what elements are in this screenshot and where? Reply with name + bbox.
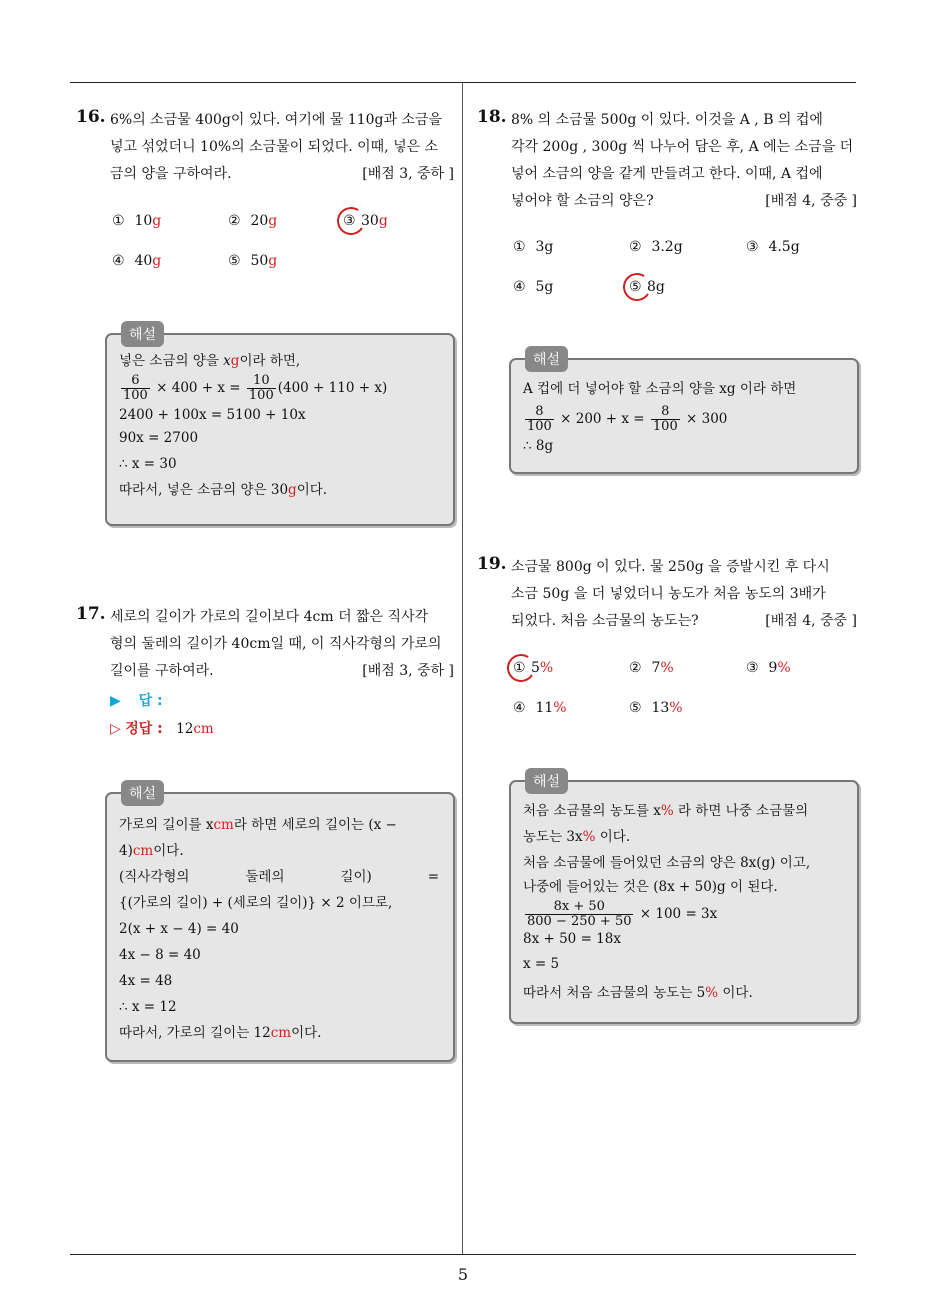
solution-line: 따라서, 넣은 소금의 양은 30g이다. [119,482,328,498]
solution-line: 넣은 소금의 양을 xg이라 하면, [119,353,301,369]
solution-line: 8x + 50 = 18x [523,931,621,947]
correct-answer-line [110,718,214,738]
points-label: [배점 4, 중중 ] [765,193,857,209]
question-line: 금의 양을 구하여라. [110,166,232,182]
question-number: 16. [76,107,106,127]
choice-2[interactable]: ② 3.2g [629,239,683,255]
solution-line: 가로의 길이를 xcm라 하면 세로의 길이는 (x − [119,817,397,833]
solution-box [509,774,859,1024]
choice-5[interactable]: ⑤ 8g [629,279,665,295]
choice-4[interactable]: ④ 5g [513,279,554,295]
solution-line: 4x = 48 [119,973,173,989]
solution-tag: 해설 [121,321,164,347]
solution-tag: 해설 [525,346,568,372]
question-16 [76,107,454,197]
points-label: [배점 4, 중중 ] [765,613,857,629]
question-17 [76,604,454,688]
fraction: $\frac{8}{100}$ [527,404,552,434]
choice-3[interactable]: ③ 4.5g [746,239,800,255]
question-line: 길이를 구하여라. [110,663,214,679]
question-line: 형의 둘레의 길이가 40cm일 때, 이 직사각형의 가로의 [110,636,442,652]
question-line: 되었다. 처음 소금물의 농도는? [511,613,699,629]
solution-line: 따라서, 가로의 길이는 12cm이다. [119,1025,322,1041]
solution-line: 4x − 8 = 40 [119,947,201,963]
page-number: 5 [457,1265,469,1284]
solution-line: 처음 소금물의 농도를 x% 라 하면 나중 소금물의 [523,803,809,819]
solution-box [509,352,859,474]
choice-5[interactable]: ⑤ 50g [228,253,278,269]
fraction: $\frac{6}{100}$ [123,373,148,403]
answer-circle-mark [334,204,367,237]
solution-line: 2(x + x − 4) = 40 [119,921,239,937]
solution-tag: 해설 [525,768,568,794]
solution-line: 농도는 3x% 이다. [523,829,631,845]
question-line: 세로의 길이가 가로의 길이보다 4cm 더 짧은 직사각 [110,609,429,625]
solution-line: 처음 소금물에 들어있던 소금의 양은 8x(g) 이고, [523,855,811,871]
solution-tag: 해설 [121,780,164,806]
bottom-rule [70,1254,856,1255]
choice-3[interactable]: ③ 30g [343,213,388,229]
points-label: [배점 3, 중하 ] [362,663,454,679]
question-19 [477,554,857,638]
choice-2[interactable]: ② 7% [629,660,674,676]
question-line: 6%의 소금물 400g이 있다. 여기에 물 110g과 소금을 [110,112,443,128]
solution-line: (직사각형의 둘레의 길이) = [119,869,439,885]
play-icon: ▶ [110,693,121,709]
choice-1[interactable]: ① 3g [513,239,554,255]
question-line: 각각 200g , 300g 씩 나누어 담은 후, A 에는 소금을 더 [511,139,854,155]
choice-5[interactable]: ⑤ 13% [629,700,683,716]
solution-line: x = 5 [523,956,560,972]
solution-line: ∴ 8g [523,438,554,454]
solution-line: A 컵에 더 넣어야 할 소금의 양을 xg 이라 하면 [523,381,797,397]
choice-3[interactable]: ③ 9% [746,660,791,676]
solution-box [105,327,455,526]
choice-4[interactable]: ④ 11% [513,700,567,716]
answer-circle-mark [620,270,653,303]
solution-line: 나중에 들어있는 것은 (8x + 50)g 이 된다. [523,879,778,895]
choice-1[interactable]: ① 5% [513,660,554,676]
solution-line: 90x = 2700 [119,430,199,446]
solution-line: $\frac{8x + 50}{800 - 250 + 50}$ × 100 = 3x [527,899,718,929]
question-18 [477,107,857,217]
solution-line: ∴ x = 12 [119,999,177,1015]
solution-line: $\frac{8}{100}$ × 200 + x = $\frac{8}{100}$ × 300 [527,404,728,434]
choice-4[interactable]: ④ 40g [112,253,162,269]
solution-line: ∴ x = 30 [119,456,177,472]
choice-1[interactable]: ① 10g [112,213,162,229]
question-number: 18. [477,107,507,127]
question-line: 소금 50g 을 더 넣었더니 농도가 처음 농도의 3배가 [511,586,826,602]
correct-label: 정답 : [125,721,163,737]
question-line: 넣어 소금의 양을 같게 만들려고 한다. 이때, A 컵에 [511,166,823,182]
triangle-outline-icon: ▷ [110,721,121,737]
solution-line: 2400 + 100x = 5100 + 10x [119,407,306,423]
solution-line: $\frac{6}{100}$ × 400 + x = $\frac{10}{100}$ (400 + 110 + x) [123,373,388,403]
question-number: 17. [76,604,106,624]
solution-line: 따라서 처음 소금물의 농도는 5% 이다. [523,985,753,1001]
answer-circle-mark [504,651,537,684]
solution-line: 4)cm이다. [119,843,184,859]
question-number: 19. [477,554,507,574]
answer-line [110,690,163,710]
question-line: 넣고 섞었더니 10%의 소금물이 되었다. 이때, 넣은 소 [110,139,439,155]
solution-line: {(가로의 길이) + (세로의 길이)} × 2 이므로, [119,895,393,911]
fraction: $\frac{10}{100}$ [248,373,274,403]
fraction: $\frac{8x + 50}{800 - 250 + 50}$ [527,899,632,929]
choice-2[interactable]: ② 20g [228,213,278,229]
question-line: 넣어야 할 소금의 양은? [511,193,654,209]
top-rule [70,82,856,83]
question-line: 8% 의 소금물 500g 이 있다. 이것을 A , B 의 컵에 [511,112,823,128]
points-label: [배점 3, 중하 ] [362,166,454,182]
correct-unit: cm [193,721,214,737]
column-divider [462,83,463,1254]
answer-label: 답 : [138,693,163,709]
correct-value: 12 [176,721,194,737]
fraction: $\frac{8}{100}$ [652,404,678,434]
solution-box [105,786,455,1062]
question-line: 소금물 800g 이 있다. 물 250g 을 증발시킨 후 다시 [511,559,830,575]
